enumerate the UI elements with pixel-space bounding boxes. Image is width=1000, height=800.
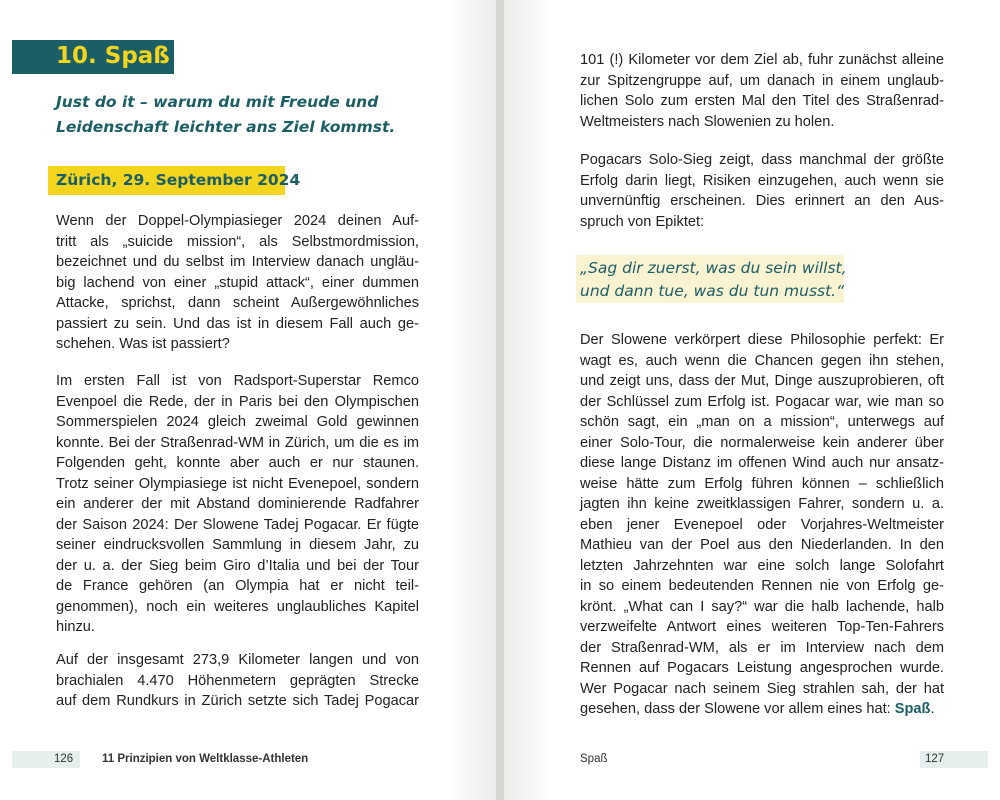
quote-line: und dann tue, was du tun musst.“ bbox=[580, 282, 845, 300]
text-line: auf dem Rundkurs in Zürich setzte sich Tadej Pogacar bbox=[56, 693, 419, 709]
text-line: schehen. Was ist passiert? bbox=[56, 336, 230, 352]
text-line: 101 (!) Kilometer vor dem Ziel ab, fuhr zunächst alleine bbox=[580, 52, 944, 68]
text-line: letzten Jahrzehnten war eine solch lange Solofahrt bbox=[580, 557, 944, 574]
text-line-final bbox=[580, 699, 944, 720]
text-line: der u. a. der Sieg beim Giro d’Italia und bei der Tour bbox=[56, 557, 419, 574]
text-line: der Schlüssel zum Erfolg ist. Pogacar war, wie man so bbox=[580, 393, 944, 410]
quote-line: „Sag dir zuerst, was du sein willst, bbox=[580, 259, 847, 277]
text-line: krönt. „What can I say?“ war die halb lachende, halb bbox=[580, 598, 944, 615]
right-paragraph-3 bbox=[580, 330, 944, 720]
text-line: schön sagt, ein „man on a mission“, unterwegs auf bbox=[580, 414, 944, 430]
epictetus-quote bbox=[580, 257, 847, 303]
text-line: der Saison 2024: Der Slowene Tadej Pogacar. Er fügte bbox=[56, 516, 419, 533]
left-paragraph-3 bbox=[56, 650, 419, 712]
page-number-right: 127 bbox=[925, 753, 945, 765]
text-line: Rennen auf Pogacars Leistung angesprochen wurde. bbox=[580, 660, 944, 676]
text-line: Auf der insgesamt 273,9 Kilometer langen und von bbox=[56, 652, 419, 668]
text-line: ein anderer der mit Abstand dominierende Radfahrer bbox=[56, 496, 419, 512]
text-line: bezeichnet und du selbst im Interview danach ungläu- bbox=[56, 254, 419, 270]
text-line: eben jener Evenepoel oder Vorjahres-Weltmeister bbox=[580, 516, 944, 533]
chapter-subtitle bbox=[56, 90, 396, 140]
right-paragraph-1 bbox=[580, 50, 944, 132]
text-line: lichen Solo zum ersten Mal den Titel des Straßenrad- bbox=[580, 93, 944, 109]
text-line: tritt als „suicide mission“, als Selbstmordmission, bbox=[56, 233, 419, 250]
left-paragraph-1 bbox=[56, 211, 419, 355]
text-line: Attacke, sprichst, dann scheint Außergewöhnliches bbox=[56, 295, 419, 311]
book-gutter bbox=[496, 0, 504, 800]
text-line: wagt es, auch wenn die Chancen gegen ihn stehen, bbox=[580, 352, 944, 369]
right-paragraph-2 bbox=[580, 150, 944, 232]
text-line: diese lange Distanz im offenen Wind auch nur ansatz- bbox=[580, 455, 944, 471]
text-line: Im ersten Fall ist von Radsport-Superstar Remco bbox=[56, 373, 419, 389]
running-head-left: 11 Prinzipien von Weltklasse-Athleten bbox=[102, 753, 309, 765]
text-line: Wer Pogacar nach seinem Sieg strahlen sah, der hat bbox=[580, 680, 944, 697]
text-line: Sommerspielen 2024 gleich zweimal Gold gewinnen bbox=[56, 414, 419, 430]
final-punctuation: . bbox=[930, 701, 935, 717]
chapter-title: 10. Spaß bbox=[56, 43, 170, 69]
text-line: verzweifelte Antwort eines weiteren Top-Ten-Fahrers bbox=[580, 619, 944, 635]
text-line: de France gehören (an Olympia hat er nicht teil- bbox=[56, 578, 419, 594]
text-line: big lachend von einer „stupid attack“, einer dummen bbox=[56, 274, 419, 291]
subtitle-line: Leidenschaft leichter ans Ziel kommst. bbox=[56, 118, 396, 136]
emphasis-spass: Spaß bbox=[894, 701, 931, 717]
text-line: Der Slowene verkörpert diese Philosophie perfekt: Er bbox=[580, 332, 944, 348]
text-line: in so einem bedeutenden Rennen nie von Erfolg ge- bbox=[580, 578, 944, 594]
text-line: gesehen, dass der Slowene vor allem eines hat: bbox=[580, 701, 891, 717]
text-line: Pogacars Solo-Sieg zeigt, dass manchmal der größte bbox=[580, 152, 944, 168]
text-line: Folgenden geht, konnte aber auch er nur staunen. bbox=[56, 455, 419, 471]
text-line: einer Solo-Tour, die normalerweise kein anderer über bbox=[580, 434, 944, 451]
text-line: und zeigt uns, dass der Mut, Dinge auszuprobieren, oft bbox=[580, 373, 944, 389]
text-line: Wenn der Doppel-Olympiasieger 2024 deinen Auf- bbox=[56, 213, 419, 229]
text-line: zur Spitzengruppe auf, um danach in einem unglaub- bbox=[580, 72, 944, 89]
text-line: unvernünftig erscheinen. Dies erinnert an den Aus- bbox=[580, 193, 944, 209]
text-line: passiert zu sein. Und das ist in diesem Fall auch ge- bbox=[56, 315, 419, 332]
text-line: brachialen 4.470 Höhenmetern geprägten Strecke bbox=[56, 672, 419, 689]
page-number-left: 126 bbox=[54, 753, 74, 765]
text-line: Mathieu van der Poel aus den Niederlanden. In den bbox=[580, 537, 944, 553]
text-line: hinzu. bbox=[56, 619, 95, 635]
subtitle-line: Just do it – warum du mit Freude und bbox=[56, 93, 379, 111]
text-line: Weltmeisters nach Slowenien zu holen. bbox=[580, 113, 835, 130]
text-line: Trotz seiner Olympiasiege ist nicht Evenepoel, sondern bbox=[56, 475, 419, 492]
text-line: der Straßenrad-WM, als er im Interview nach dem bbox=[580, 639, 944, 656]
text-line: jagten ihn keine zweitklassigen Fahrer, sondern u. a. bbox=[580, 496, 944, 512]
text-line: Erfolg darin liegt, Risiken einzugehen, auch wenn sie bbox=[580, 172, 944, 189]
date-heading: Zürich, 29. September 2024 bbox=[56, 171, 301, 189]
text-line: Evenpoel die Rede, der in Paris bei den Olympischen bbox=[56, 393, 419, 410]
text-line: spruch von Epiktet: bbox=[580, 213, 705, 230]
running-head-right: Spaß bbox=[580, 753, 608, 765]
text-line: konnte. Bei der Straßenrad-WM in Zürich, um die es im bbox=[56, 434, 419, 451]
text-line: weise hätte zum Erfolg führen können – schließlich bbox=[580, 475, 944, 492]
text-line: genommen), noch ein weiteres unglaubliches Kapitel bbox=[56, 598, 419, 615]
left-paragraph-2 bbox=[56, 371, 419, 638]
text-line: seiner eindrucksvollen Sammlung in diesem Jahr, zu bbox=[56, 537, 419, 553]
